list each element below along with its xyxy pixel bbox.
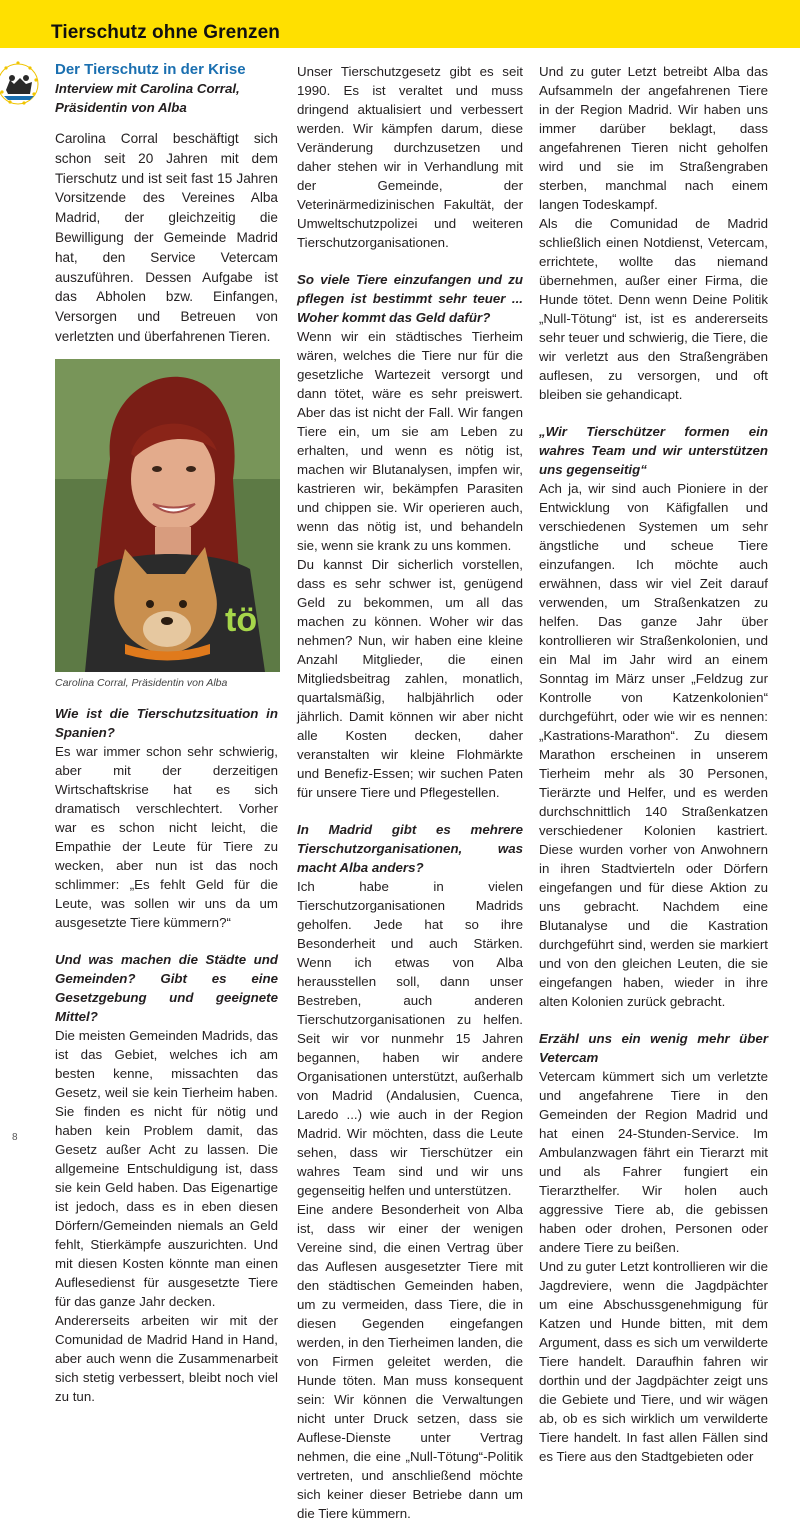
answer-6b: Und zu guter Letzt kontrollieren wir die Jagdreviere, wenn die Jagdpächter um eine Abschussgenehmigung für Katzen und Hunde bitten, mit dem Argument, dass es sich um verwilderte Tiere handelt. Daraufhin fahren wir dorthin und der Jagdpächter zeigt uns die Gebiete und Tiere, und wir wägen ab, ob es sich wirklich um verwilderte Tiere handelt. In fast allen Fällen sind es Tiere aus den Stadtgebieten oder bbox=[539, 1259, 768, 1464]
pull-quote: „Wir Tierschützer formen ein wahres Team und wir unterstützen uns gegenseitig“ bbox=[539, 424, 768, 477]
column-2 bbox=[297, 62, 523, 1523]
article-lead: Carolina Corral beschäftigt sich schon seit 20 Jahren mit dem Tierschutz und ist seit fast 15 Jahren Vorsitzende des Vereines Alba Madrid, der gleichzeitig die Bewilligung der Gemeinde Madrid hat, den Service Vetercam auszuführen. Dessen Aufgabe ist das Abholen bzw. Einfangen, Versorgen und Betreuen von verletzten und überfahrenen Tieren. bbox=[55, 131, 278, 344]
answer-6a: Vetercam kümmert sich um verletzte und angefahrene Tiere in den Gemeinden der Region Madrid und hat einen 24-Stunden-Service. Im Ambulanzwagen fährt ein Tierarzt mit und als Fahrer fungiert ein Tierarzthelfer. Wir holen auch aggressive Tiere ab, die gebissen haben oder drohen, Personen oder andere Tiere zu beißen. bbox=[539, 1069, 768, 1255]
photo-caption: Carolina Corral, Präsidentin von Alba bbox=[55, 676, 228, 689]
animal-logo-icon bbox=[0, 54, 46, 124]
answer-4a: Ich habe in vielen Tierschutzorganisationen Madrids geholfen. Jede hat so ihre Besonderheit und auch Stärken. Wenn ich etwas von Alba herausstellen soll, dann unser Bestreben, auch anderen Tierschutzorganisationen zu helfen. Seit wir vor nunmehr 15 Jahren begannen, haben wir andere Organisationen unterstützt, außerhalb von Madrid (Andalusien, Cuenca, Laredo ...) wie auch in der Region Madrid. Wir möchten, dass die Leute sehen, dass wir Tierschützer ein wahres Team sind und wir uns gegenseitig helfen und unterstützen. bbox=[297, 879, 523, 1198]
portrait-illustration bbox=[55, 359, 280, 672]
answer-2b: Andererseits arbeiten wir mit der Comunidad de Madrid Hand in Hand, aber auch wenn die Zusammenarbeit sich stetig verbessert, bleibt noch viel zu tun. bbox=[55, 1312, 278, 1404]
answer-1: Es war immer schon sehr schwierig, aber mit der derzeitigen Wirtschaftskrise hat es sich dramatisch verschlechtert. Vorher war es schon nicht leicht, die Empathie der Leute für Tiere zu wecken, aber nun ist das noch schlimmer: „Es fehlt Geld für die Leute, was sollen wir uns da um ausgesetzte Tiere kümmern?“ bbox=[55, 743, 278, 930]
question-1: Wie ist die Tierschutzsituation in Spanien? bbox=[55, 705, 278, 740]
article-title: Der Tierschutz in der Krise bbox=[55, 61, 246, 78]
question-6: Erzähl uns ein wenig mehr über Vetercam bbox=[539, 1031, 768, 1065]
col2-paragraph-1: Unser Tierschutzgesetz gibt es seit 1990. Es ist veraltet und muss dringend aktualisiert und verbessert werden. Wir kämpfen darum, diese Veränderung durchzusetzen und daher stehen wir in Verhandlung mit der Gemeinde, der Veterinärmedizinischen Fakultät, der Umweltschutzpolizei und weiteren Tierschutzorganisationen. bbox=[297, 64, 523, 250]
question-4: In Madrid gibt es mehrere Tierschutzorganisationen, was macht Alba anders? bbox=[297, 822, 523, 875]
column-1 bbox=[55, 60, 278, 1406]
page-number: 8 bbox=[12, 1132, 18, 1143]
col3-paragraph-1: Und zu guter Letzt betreibt Alba das Aufsammeln der angefahrenen Tiere in der Region Madrid. Wir haben uns immer darüber beklagt, dass angefahrenen Tieren nicht geholfen wird und sie im Straßengraben sterben, manchmal nach einem langen Todeskampf. bbox=[539, 64, 768, 212]
column-3 bbox=[539, 62, 768, 1466]
answer-4b: Eine andere Besonderheit von Alba ist, dass wir einer der wenigen Vereine sind, die einen Vertrag über das Auflesen ausgesetzter Tiere mit den städtischen Gemeinden haben, um zu vermeiden, dass Tiere, die in diesen Gegenden eingefangen werden, in den Tierheimen landen, die von Firmen geleitet werden, die Hunde töten. Man muss konsequent sein: Wir können die Verwaltungen nicht unter Druck setzen, dass sie Auflese-Dienste unter Vertrag nehmen, die eine „Null-Tötung“-Politik vertreten, und anschließend möchte sich keiner dieser Betriebe dann um die Tiere kümmern. bbox=[297, 1202, 523, 1521]
article-subtitle: Interview mit Carolina Corral, Präsidentin von Alba bbox=[55, 81, 240, 115]
answer-3b: Du kannst Dir sicherlich vorstellen, dass es sehr schwer ist, genügend Geld zu bekommen, um all das machen zu können. Woher wir das nehmen? Nun, wir haben eine kleine Anzahl Mitglieder, die einen Mitgliedsbeitrag zahlen, monatlich, quartalsmäßig, halbjährlich oder jährlich. Damit können wir aber nicht alle Kosten decken, daher veranstalten wir kleine Flohmärkte und Benefiz-Essen; wir suchen Paten für unsere Tiere und Pflegestellen. bbox=[297, 557, 523, 800]
portrait-photo bbox=[55, 359, 280, 672]
answer-5: Ach ja, wir sind auch Pioniere in der Entwicklung von Käfigfallen und verschiedenen Systemen um sehr ängstliche und scheue Tiere einzufangen. Ich möchte auch erwähnen, dass wir viel Zeit darauf verwenden, um Straßenkatzen zu helfen. Das ganze Jahr über kontrollieren wir Straßenkolonien, und ein Mal im Jahr wird an einem Sonntag im März unser „Feldzug zur Kontrolle von Katzenkolonien“ durchgeführt, oder wie wir es nennen: „Kastrations-Marathon“. Zu diesem Marathon erscheinen in unserem Tierheim mehr als 30 Personen, Tierärzte und Helfer, und es werden durchschnittlich 140 Straßenkatzen verschiedener Kolonien kastriert. Diese wurden vorher von Anwohnern in ihren Stadtvierteln oder Dörfern eingefangen und für diese Aktion zu uns gebracht. Nachdem eine Blutanalyse und die Kastration durchgeführt sind, werden sie markiert und von den gleichen Leuten, die sie eingefangen haben, wieder in ihre alten Kolonien zurück gebracht. bbox=[539, 481, 768, 1009]
header-banner bbox=[0, 0, 800, 48]
answer-2a: Die meisten Gemeinden Madrids, das ist das Gebiet, welches ich am besten kenne, missachten das Gesetz, weil sie kein Tierheim haben. Sie finden es nicht für nötig und haben kein Problem damit, das Gesetz außer Acht zu lassen. Die allgemeine Entschuldigung ist, dass sie kein Geld haben. Das Eigenartige ist jedoch, dass es in eben diesen Dörfern/Gemeinden niemals an Geld fehlt, Stierkämpfe auszurichten. Und mit diesen Kosten könnte man einen Auflesedienst für ausgesetzte Tiere für das ganze Jahr decken. bbox=[55, 1027, 278, 1309]
question-3: So viele Tiere einzufangen und zu pflegen ist bestimmt sehr teuer ... Woher kommt das Geld dafür? bbox=[297, 272, 523, 325]
section-title: Tierschutz ohne Grenzen bbox=[51, 22, 280, 43]
answer-3a: Wenn wir ein städtisches Tierheim wären, welches die Tiere nur für die gesetzliche Wartezeit versorgt und dann tötet, wäre es sehr preiswert. Aber das ist nicht der Fall. Wir fangen Tiere ein, um sie am Leben zu erhalten, und wenn es nötig ist, machen wir Blutanalysen, impfen wir, kastrieren wir, bekämpfen Parasiten und chippen sie. Wir operieren auch, wenn das nötig ist, und behandeln sie, wenn sie krank zu uns kommen. bbox=[297, 329, 523, 553]
shirt-logo-text: tö bbox=[225, 600, 258, 639]
question-2: Und was machen die Städte und Gemeinden? Gibt es eine Gesetzgebung und geeignete Mittel? bbox=[55, 951, 278, 1024]
col3-paragraph-2: Als die Comunidad de Madrid schließlich einen Notdienst, Vetercam, errichtete, wollte das niemand übernehmen, außer einer Firma, die Hunde tötet. Denn wenn Deine Politik „Null-Tötung“ ist, ist es andererseits sehr teuer und schwierig, die Tiere, die wir verletzt aus den Straßengräben auflesen, zu versorgen, und oft bleiben sie gehandicapt. bbox=[539, 216, 768, 402]
